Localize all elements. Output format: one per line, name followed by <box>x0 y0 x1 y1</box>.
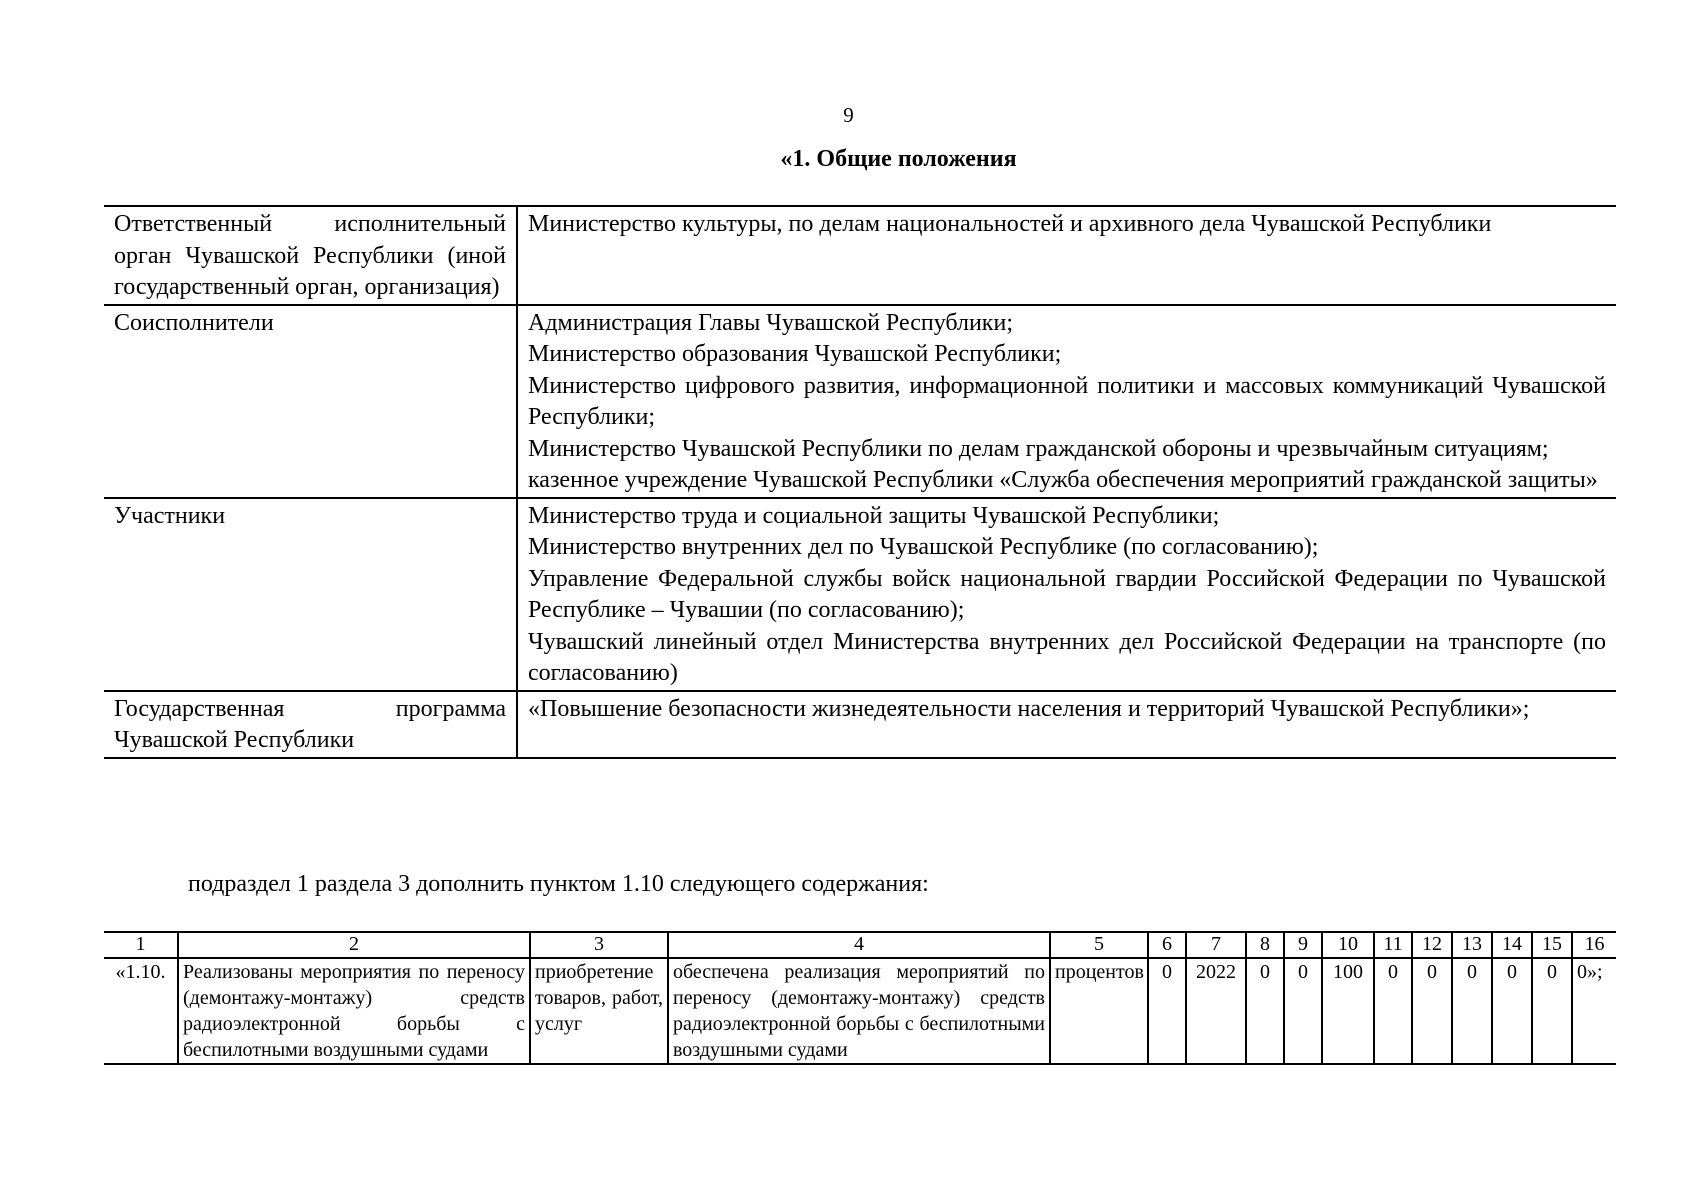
value-line: Министерство образования Чувашской Республики; <box>528 341 1062 367</box>
table-row <box>104 498 1616 691</box>
table-row <box>104 958 1616 1064</box>
indicator-table <box>104 931 1616 1065</box>
column-header: 3 <box>530 932 668 958</box>
value-cell: 0 <box>1412 958 1452 1064</box>
value-line: казенное учреждение Чувашской Республики «Служба обеспечения мероприятий гражданской защиты» <box>528 467 1598 493</box>
row-value <box>517 206 1616 305</box>
result-cell: обеспечена реализация мероприятий по переносу (демонтажу-монтажу) средств радиоэлектронной борьбы с беспилотными воздушными судами <box>668 958 1050 1064</box>
column-header: 6 <box>1148 932 1186 958</box>
intro-paragraph: подраздел 1 раздела 3 дополнить пунктом 1.10 следующего содержания: <box>188 871 929 897</box>
value-cell: 0 <box>1374 958 1412 1064</box>
header-row <box>104 932 1616 958</box>
table-row <box>104 691 1616 758</box>
value-line: Министерство цифрового развития, информационной политики и массовых коммуникаций Чувашской Республики; <box>528 372 1606 430</box>
column-header: 16 <box>1572 932 1616 958</box>
column-header: 9 <box>1284 932 1322 958</box>
column-header: 8 <box>1246 932 1284 958</box>
row-value <box>517 305 1616 498</box>
year-cell: 2022 <box>1186 958 1246 1064</box>
value-cell: 100 <box>1322 958 1374 1064</box>
value-cell: 0 <box>1284 958 1322 1064</box>
value-line: Чувашский линейный отдел Министерства внутренних дел Российской Федерации на транспорте (по согласованию) <box>528 628 1606 686</box>
column-header: 14 <box>1492 932 1532 958</box>
row-label: Государственная программа Чувашской Республики <box>104 691 517 758</box>
value-cell: 0 <box>1452 958 1492 1064</box>
page-number: 9 <box>843 103 854 127</box>
row-value <box>517 498 1616 691</box>
column-header: 15 <box>1532 932 1572 958</box>
row-label: Участники <box>104 498 517 691</box>
measure-name-cell: Реализованы мероприятия по переносу (демонтажу-монтажу) средств радиоэлектронной борьбы с беспилотными воздушными судами <box>178 958 530 1064</box>
section-title: «1. Общие положения <box>780 146 1017 172</box>
column-header: 7 <box>1186 932 1246 958</box>
value-cell: 0»; <box>1572 958 1616 1064</box>
value-cell: 0 <box>1532 958 1572 1064</box>
column-header: 11 <box>1374 932 1412 958</box>
value-line: «Повышение безопасности жизнедеятельности населения и территорий Чувашской Республики»; <box>528 695 1530 722</box>
measure-type-cell: приобретение товаров, работ, услуг <box>530 958 668 1064</box>
unit-cell: процентов <box>1050 958 1148 1064</box>
table-row <box>104 305 1616 498</box>
item-number-cell: «1.10. <box>104 958 178 1064</box>
table-row <box>104 206 1616 305</box>
value-cell: 0 <box>1246 958 1284 1064</box>
column-header: 1 <box>104 932 178 958</box>
column-header: 2 <box>178 932 530 958</box>
value-line: Министерство труда и социальной защиты Чувашской Республики; <box>528 502 1220 529</box>
row-label: Ответственный исполнительный орган Чувашской Республики (иной государственный орган, организация) <box>104 206 517 305</box>
row-value <box>517 691 1616 758</box>
column-header: 10 <box>1322 932 1374 958</box>
value-line: Администрация Главы Чувашской Республики; <box>528 309 1013 336</box>
column-header: 5 <box>1050 932 1148 958</box>
value-cell: 0 <box>1148 958 1186 1064</box>
value-cell: 0 <box>1492 958 1532 1064</box>
column-header: 4 <box>668 932 1050 958</box>
value-line: Управление Федеральной службы войск национальной гвардии Российской Федерации по Чувашской Республике – Чувашии (по согласованию); <box>528 565 1606 623</box>
column-header: 12 <box>1412 932 1452 958</box>
value-line: Министерство внутренних дел по Чувашской Республике (по согласованию); <box>528 534 1319 560</box>
general-provisions-table <box>104 205 1616 759</box>
value-line: Министерство Чувашской Республики по делам гражданской обороны и чрезвычайным ситуациям; <box>528 435 1549 462</box>
row-label: Соисполнители <box>104 305 517 498</box>
value-line: Министерство культуры, по делам национальностей и архивного дела Чувашской Республики <box>528 211 1492 237</box>
column-header: 13 <box>1452 932 1492 958</box>
